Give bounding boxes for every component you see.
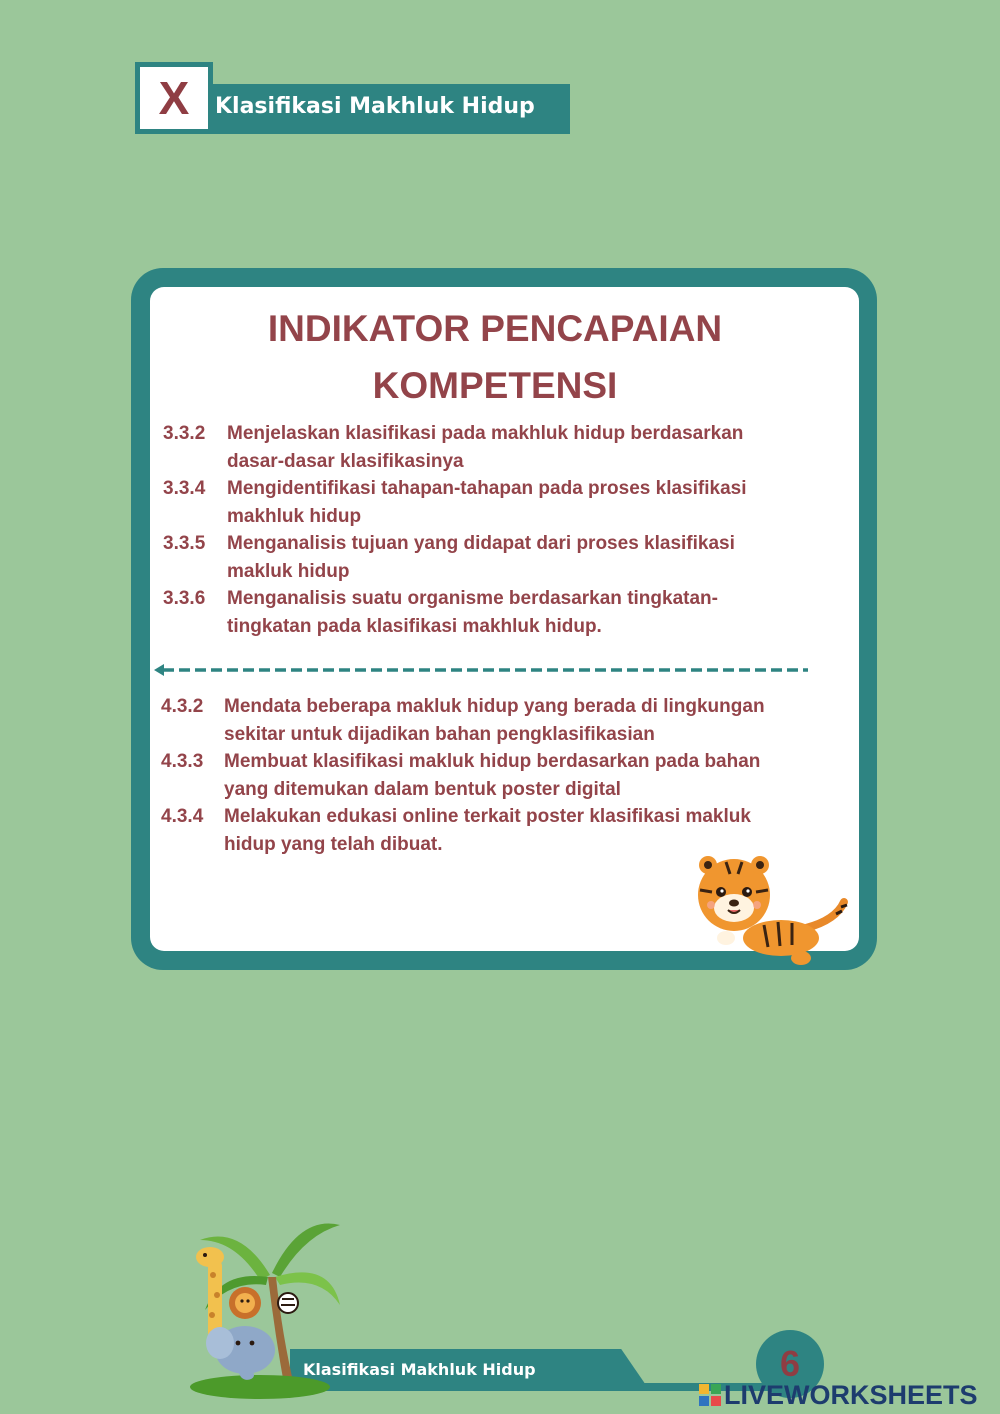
item-code: 4.3.4 (161, 806, 204, 827)
item-code: 3.3.4 (163, 478, 206, 499)
list-item (161, 748, 851, 803)
item-text: Membuat klasifikasi makluk hidup berdasarkan pada bahan yang ditemukan dalam bentuk poster digital (224, 751, 761, 800)
indicator-list-skills (161, 693, 851, 858)
card-title-line1: INDIKATOR PENCAPAIAN (267, 308, 723, 349)
page-number: 6 (779, 1343, 801, 1384)
header-title: Klasifikasi Makhluk Hidup (215, 94, 535, 119)
item-code: 4.3.3 (161, 751, 204, 772)
tiger-illustration (686, 850, 856, 970)
list-item (163, 585, 843, 640)
item-code: 3.3.2 (163, 423, 206, 444)
item-code: 4.3.2 (161, 696, 204, 717)
card-title (150, 300, 840, 414)
list-item (161, 693, 851, 748)
watermark-text: LIVEWORKSHEETS (724, 1379, 978, 1410)
card-title-line2: KOMPETENSI (372, 365, 618, 406)
chapter-letter: X (158, 72, 190, 124)
item-text: Menganalisis tujuan yang didapat dari proses klasifikasi makluk hidup (227, 533, 735, 582)
chapter-badge (135, 62, 213, 134)
item-text: Menjelaskan klasifikasi pada makhluk hidup berdasarkan dasar-dasar klasifikasinya (227, 423, 744, 472)
item-code: 3.3.6 (163, 588, 206, 609)
liveworksheets-watermark (698, 1378, 978, 1412)
list-item (163, 475, 843, 530)
footer-title: Klasifikasi Makhluk Hidup (303, 1360, 536, 1379)
item-text: Mengidentifikasi tahapan-tahapan pada proses klasifikasi makhluk hidup (227, 478, 747, 527)
list-item (163, 530, 843, 585)
item-text: Mendata beberapa makluk hidup yang berada di lingkungan sekitar untuk dijadikan bahan pengklasifikasian (224, 696, 765, 745)
indicator-list-knowledge (163, 420, 843, 640)
jungle-animals-illustration (180, 1215, 345, 1400)
liveworksheets-logo-icon (698, 1383, 722, 1407)
dashed-arrow-divider (153, 660, 813, 680)
item-text: Menganalisis suatu organisme berdasarkan tingkatan- tingkatan pada klasifikasi makhluk hidup. (227, 588, 718, 637)
item-code: 3.3.5 (163, 533, 206, 554)
item-text: Melakukan edukasi online terkait poster klasifikasi makluk hidup yang telah dibuat. (224, 806, 751, 855)
list-item (163, 420, 843, 475)
